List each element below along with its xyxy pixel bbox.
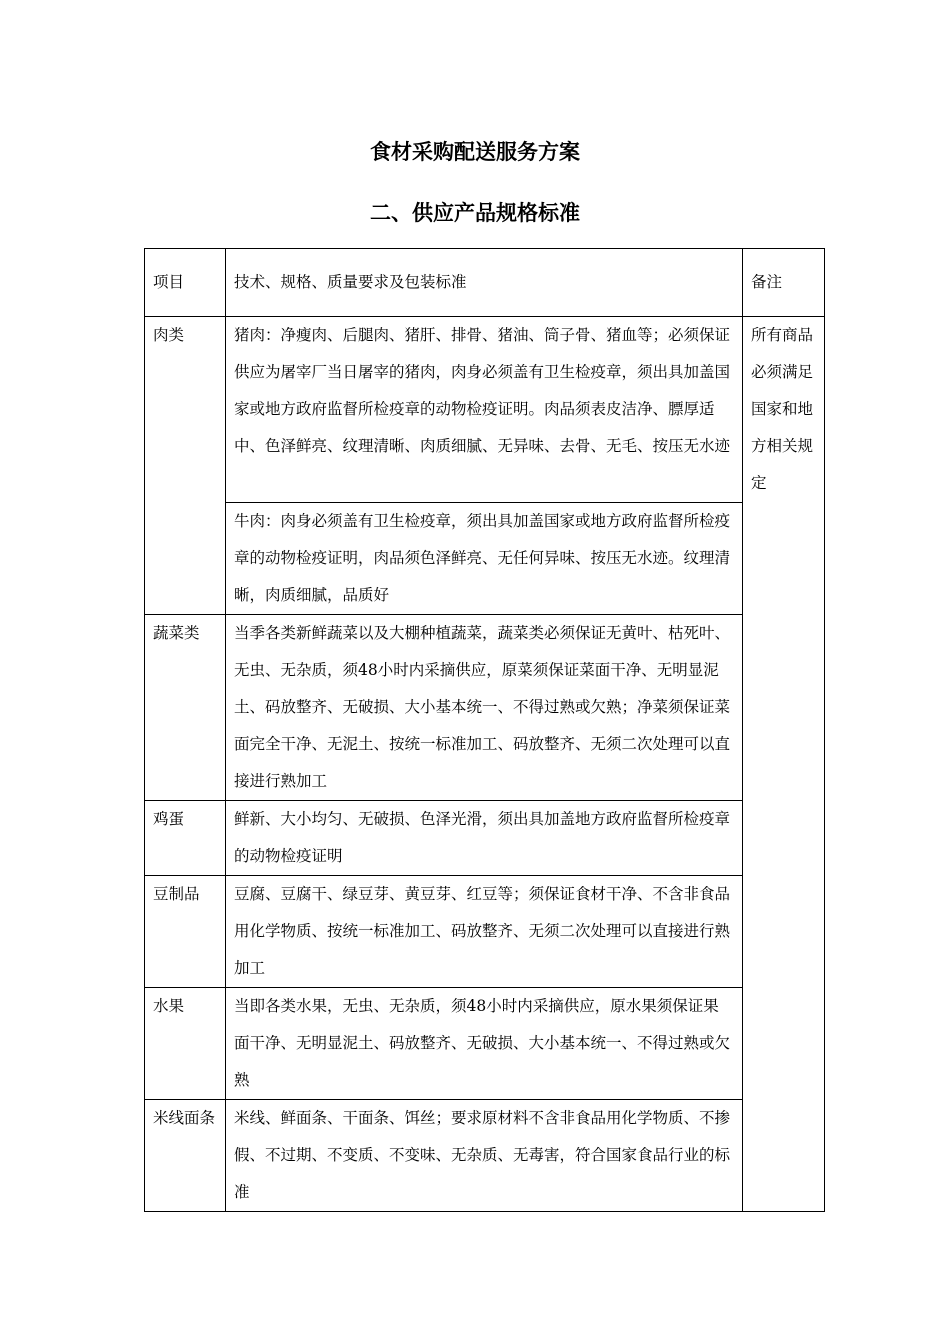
table-row [145, 801, 825, 876]
row-spec: 米线、鲜面条、干面条、饵丝；要求原材料不含非食品用化学物质、不掺假、不过期、不变质、不变味、无杂质、无毒害，符合国家食品行业的标准 [226, 1100, 743, 1212]
row-category: 水果 [145, 988, 226, 1100]
table-row [145, 317, 825, 503]
row-category: 豆制品 [145, 876, 226, 988]
table-row [145, 615, 825, 801]
section-title: 二、供应产品规格标准 [370, 201, 580, 225]
header-remark: 备注 [743, 249, 825, 317]
row-category: 鸡蛋 [145, 801, 226, 876]
table-row [145, 503, 825, 615]
header-item: 项目 [145, 249, 226, 317]
spec-table [144, 248, 825, 1212]
row-spec: 当即各类水果，无虫、无杂质，须48小时内采摘供应，原水果须保证果面干净、无明显泥土、码放整齐、无破损、大小基本统一、不得过熟或欠熟 [226, 988, 743, 1100]
row-spec: 当季各类新鲜蔬菜以及大棚种植蔬菜，蔬菜类必须保证无黄叶、枯死叶、无虫、无杂质，须48小时内采摘供应，原菜须保证菜面干净、无明显泥土、码放整齐、无破损、大小基本统一、不得过熟或欠熟；净菜须保证菜面完全干净、无泥土、按统一标准加工、码放整齐、无须二次处理可以直接进行熟加工 [226, 615, 743, 801]
row-category: 肉类 [145, 317, 226, 615]
row-category: 蔬菜类 [145, 615, 226, 801]
remark-cell: 所有商品必须满足国家和地方相关规定 [743, 317, 825, 1212]
row-spec: 豆腐、豆腐干、绿豆芽、黄豆芽、红豆等；须保证食材干净、不含非食品用化学物质、按统一标准加工、码放整齐、无须二次处理可以直接进行熟加工 [226, 876, 743, 988]
row-spec: 猪肉：净瘦肉、后腿肉、猪肝、排骨、猪油、筒子骨、猪血等；必须保证供应为屠宰厂当日屠宰的猪肉，肉身必须盖有卫生检疫章，须出具加盖国家或地方政府监督所检疫章的动物检疫证明。肉品须表皮洁净、膘厚适中、色泽鲜亮、纹理清晰、肉质细腻、无异味、去骨、无毛、按压无水迹 [226, 317, 743, 503]
row-category: 米线面条 [145, 1100, 226, 1212]
table-row [145, 876, 825, 988]
table-header-row [145, 249, 825, 317]
table-row [145, 988, 825, 1100]
header-spec: 技术、规格、质量要求及包装标准 [226, 249, 743, 317]
document-title: 食材采购配送服务方案 [370, 140, 580, 164]
table-row [145, 1100, 825, 1212]
row-spec: 牛肉：肉身必须盖有卫生检疫章，须出具加盖国家或地方政府监督所检疫章的动物检疫证明，肉品须色泽鲜亮、无任何异味、按压无水迹。纹理清晰，肉质细腻，品质好 [226, 503, 743, 615]
row-spec: 鲜新、大小均匀、无破损、色泽光滑，须出具加盖地方政府监督所检疫章的动物检疫证明 [226, 801, 743, 876]
